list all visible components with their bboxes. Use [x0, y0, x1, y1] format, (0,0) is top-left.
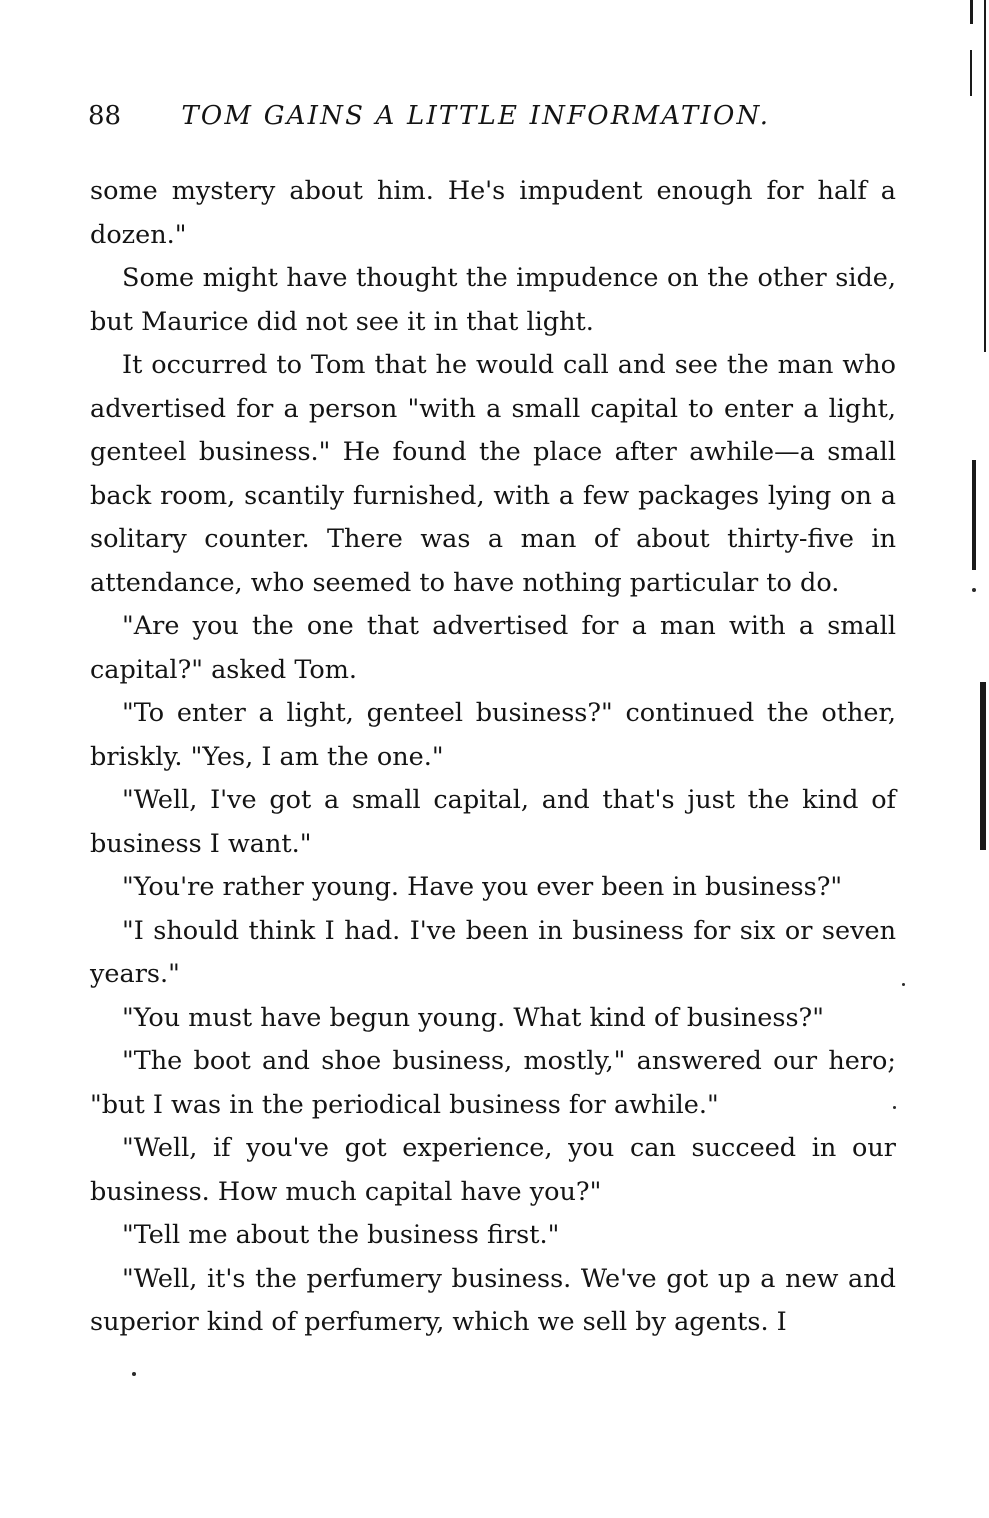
body-text [90, 170, 896, 1345]
page-number: 88 [88, 101, 122, 131]
page-header [88, 98, 848, 134]
running-title: TOM GAINS A LITTLE INFORMATION. [181, 101, 771, 131]
paragraph: some mystery about him. He's impudent enough for half a dozen." [90, 176, 896, 250]
scan-speck [902, 983, 905, 986]
paragraph: It occurred to Tom that he would call and see the man who advertised for a person "with a small capital to enter a light, genteel business." He found the place after awhile—a small back room, scantily furnished, with a few packages lying on a solitary counter. There was a man of about thirty-five in attendance, who seemed to have nothing particular to do. [90, 350, 896, 598]
paragraph: Some might have thought the impudence on the other side, but Maurice did not see it in that light. [90, 263, 896, 337]
scan-edge-line [970, 0, 973, 24]
paragraph: "To enter a light, genteel business?" continued the other, briskly. "Yes, I am the one." [90, 698, 896, 772]
scan-speck [972, 588, 976, 592]
scan-edge-line [972, 460, 976, 570]
paragraph: "Tell me about the business first." [122, 1220, 560, 1250]
paragraph: "You're rather young. Have you ever been in business?" [122, 872, 843, 902]
scan-edge-line [980, 682, 986, 850]
scan-speck [132, 1372, 136, 1376]
scan-speck [893, 1106, 896, 1109]
scan-edge-line [970, 50, 972, 96]
paragraph: "You must have begun young. What kind of business?" [122, 1002, 824, 1033]
paragraph: "I should think I had. I've been in business for six or seven years." [90, 915, 896, 989]
paragraph: "Well, it's the perfumery business. We've got up a new and superior kind of perfumery, which we sell by agents. I [90, 1263, 896, 1337]
paragraph: "Are you the one that advertised for a man with a small capital?" asked Tom. [90, 611, 896, 685]
paragraph: "The boot and shoe business, mostly," answered our hero; "but I was in the periodical business for awhile." [90, 1046, 896, 1120]
scan-edge-line [984, 0, 986, 352]
paragraph: "Well, I've got a small capital, and that's just the kind of business I want." [90, 785, 896, 859]
paragraph: "Well, if you've got experience, you can succeed in our business. How much capital have you?" [90, 1133, 896, 1207]
